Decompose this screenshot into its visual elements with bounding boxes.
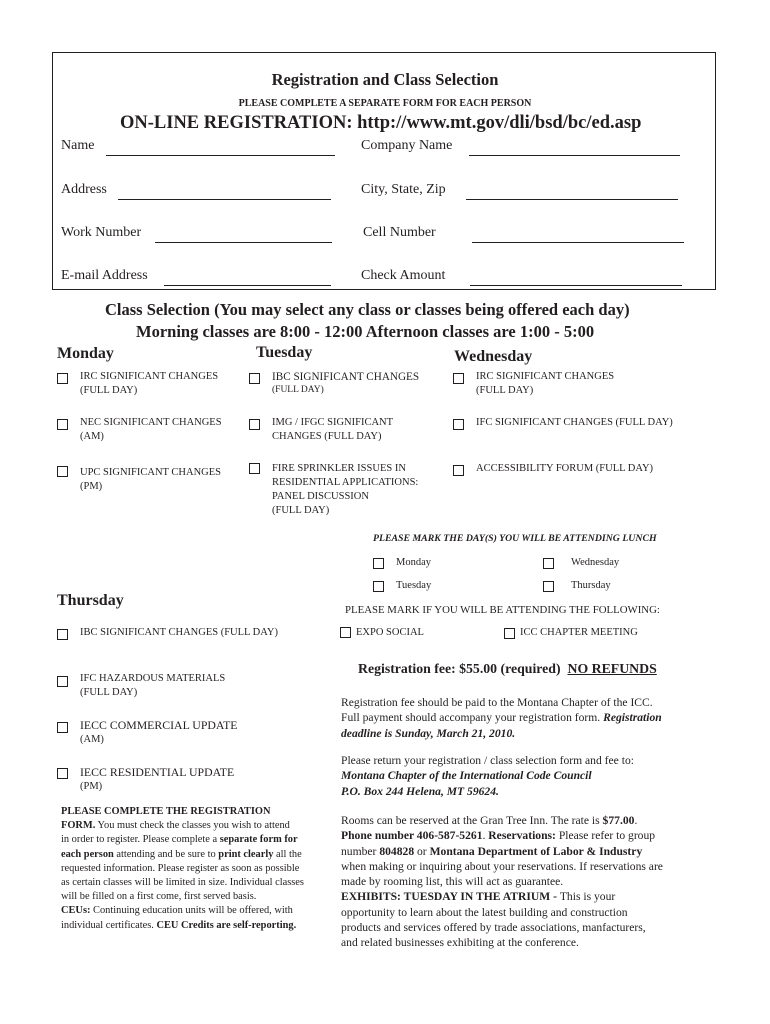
- registration-fee: Registration fee: $55.00 (required) NO REFUNDS: [358, 661, 657, 676]
- mon-nec-label: NEC SIGNIFICANT CHANGES (AM): [80, 417, 222, 442]
- fee-instructions: Registration fee should be paid to the Montana Chapter of the ICC. Full payment should accompany your registration form. Registration deadline is Sunday, March 21, 2010.: [341, 696, 662, 740]
- wed-accessibility-checkbox[interactable]: [453, 465, 464, 476]
- tue-ibc-checkbox[interactable]: [249, 373, 260, 384]
- thursday-heading: Thursday: [57, 592, 124, 609]
- thu-ifc-hazmat-label: IFC HAZARDOUS MATERIALS (FULL DAY): [80, 673, 226, 698]
- attending-heading: PLEASE MARK IF YOU WILL BE ATTENDING THE FOLLOWING:: [345, 604, 660, 616]
- lunch-wednesday-label: Wednesday: [571, 557, 620, 568]
- registration-note: PLEASE COMPLETE THE REGISTRATION FORM. You must check the classes you wish to attend in order to register. Please complete a separate form for each person attending and be sure to print clearly all the requested information. Please register as soon as possible as certain classes will be limited in size. Individual classes will be filled on a first come, first served basis. CEUs: Continuing education units will be offered, with individual certificates. CEU Credits are self-reporting.: [61, 806, 304, 931]
- work-number-field[interactable]: [155, 242, 332, 243]
- work-number-label: Work Number: [61, 225, 142, 240]
- icc-chapter-meeting-label: ICC CHAPTER MEETING: [520, 627, 638, 638]
- online-registration-heading: ON-LINE REGISTRATION: http://www.mt.gov/dli/bsd/bc/ed.asp: [120, 113, 642, 133]
- wed-irc-checkbox[interactable]: [453, 373, 464, 384]
- tue-fire-sprinkler-checkbox[interactable]: [249, 463, 260, 474]
- expo-social-label: EXPO SOCIAL: [356, 627, 424, 638]
- expo-social-checkbox[interactable]: [340, 627, 351, 638]
- tue-img-checkbox[interactable]: [249, 419, 260, 430]
- tue-img-label: IMG / IFGC SIGNIFICANT CHANGES (FULL DAY): [272, 417, 394, 442]
- mon-upc-checkbox[interactable]: [57, 466, 68, 477]
- email-address-label: E-mail Address: [61, 268, 148, 283]
- class-times-heading: Morning classes are 8:00 - 12:00 Afternoon classes are 1:00 - 5:00: [136, 322, 595, 341]
- class-selection-heading: Class Selection (You may select any class or classes being offered each day): [105, 300, 630, 319]
- address-label: Address: [61, 182, 107, 197]
- city-state-zip-field[interactable]: [466, 199, 678, 200]
- lunch-monday-checkbox[interactable]: [373, 558, 384, 569]
- name-label: Name: [61, 138, 95, 153]
- address-field[interactable]: [118, 199, 331, 200]
- check-amount-field[interactable]: [470, 285, 682, 286]
- rooms-paragraph: Rooms can be reserved at the Gran Tree Inn. The rate is $77.00. Phone number 406-587-5261. Reservations: Please refer to group number 804828 or Montana Department of Labor & Industry when making or inquiring about your reservations. If reservations are made by rooming list, this will act as guarantee. EXHIBITS: TUESDAY IN THE ATRIUM - This is your opportunity to learn about the latest building and construction products and services offered by trade associations, manfacturers, and related businesses exhibiting at the conference.: [341, 814, 663, 950]
- cell-number-label: Cell Number: [363, 225, 436, 240]
- monday-heading: Monday: [57, 345, 114, 362]
- lunch-thursday-checkbox[interactable]: [543, 581, 554, 592]
- mailing-instructions: Please return your registration / class selection form and fee to: Montana Chapter of the International Code Council P.O. Box 244 Helena, MT 59624.: [341, 754, 634, 798]
- tue-fire-sprinkler-label: FIRE SPRINKLER ISSUES IN RESIDENTIAL APPLICATIONS: PANEL DISCUSSION (FULL DAY): [272, 463, 419, 516]
- wednesday-heading: Wednesday: [454, 348, 533, 365]
- lunch-thursday-label: Thursday: [571, 580, 611, 591]
- mon-nec-checkbox[interactable]: [57, 419, 68, 430]
- company-name-label: Company Name: [361, 138, 453, 153]
- thu-ifc-hazmat-checkbox[interactable]: [57, 676, 68, 687]
- icc-chapter-meeting-checkbox[interactable]: [504, 628, 515, 639]
- thu-iecc-residential-label: IECC RESIDENTIAL UPDATE (PM): [80, 765, 235, 792]
- lunch-tuesday-label: Tuesday: [396, 580, 432, 591]
- name-field[interactable]: [106, 155, 335, 156]
- city-state-zip-label: City, State, Zip: [361, 182, 446, 197]
- wed-ifc-label: IFC SIGNIFICANT CHANGES (FULL DAY): [476, 417, 673, 428]
- tuesday-heading: Tuesday: [256, 344, 313, 361]
- email-address-field[interactable]: [164, 285, 331, 286]
- thu-iecc-commercial-checkbox[interactable]: [57, 722, 68, 733]
- lunch-wednesday-checkbox[interactable]: [543, 558, 554, 569]
- thu-iecc-residential-checkbox[interactable]: [57, 768, 68, 779]
- mon-upc-label: UPC SIGNIFICANT CHANGES (PM): [80, 467, 221, 492]
- lunch-tuesday-checkbox[interactable]: [373, 581, 384, 592]
- check-amount-label: Check Amount: [361, 268, 446, 283]
- form-subtitle: PLEASE COMPLETE A SEPARATE FORM FOR EACH PERSON: [238, 98, 532, 109]
- thu-ibc-checkbox[interactable]: [57, 629, 68, 640]
- mon-irc-checkbox[interactable]: [57, 373, 68, 384]
- thu-iecc-commercial-label: IECC COMMERCIAL UPDATE (AM): [80, 718, 238, 745]
- lunch-monday-label: Monday: [396, 557, 431, 568]
- lunch-heading: PLEASE MARK THE DAY(S) YOU WILL BE ATTENDING LUNCH: [373, 533, 657, 544]
- wed-irc-label: IRC SIGNIFICANT CHANGES (FULL DAY): [476, 371, 615, 396]
- thu-ibc-label: IBC SIGNIFICANT CHANGES (FULL DAY): [80, 627, 278, 638]
- wed-accessibility-label: ACCESSIBILITY FORUM (FULL DAY): [476, 463, 654, 474]
- form-title: Registration and Class Selection: [271, 70, 499, 89]
- cell-number-field[interactable]: [472, 242, 684, 243]
- wed-ifc-checkbox[interactable]: [453, 419, 464, 430]
- tue-ibc-label: IBC SIGNIFICANT CHANGES (FULL DAY): [272, 371, 420, 395]
- mon-irc-label: IRC SIGNIFICANT CHANGES (FULL DAY): [80, 371, 219, 396]
- company-name-field[interactable]: [469, 155, 680, 156]
